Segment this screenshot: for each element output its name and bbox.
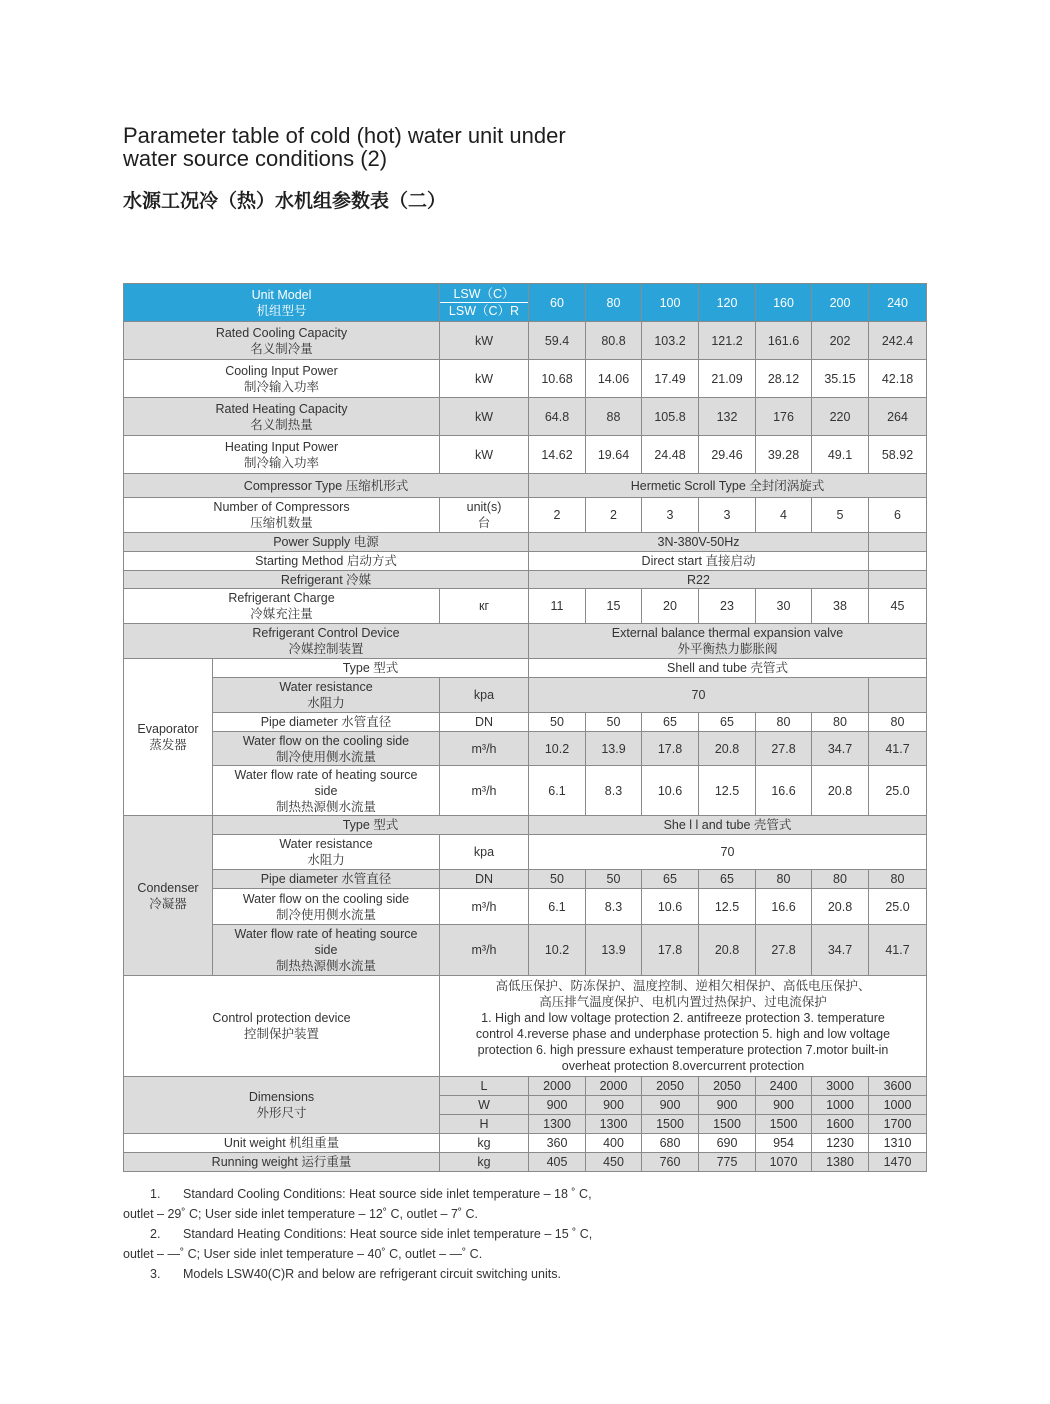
table-cell: 65 — [642, 713, 699, 732]
table-cell: 1500 — [642, 1115, 699, 1134]
title-line-1: Parameter table of cold (hot) water unit under — [123, 123, 566, 148]
table-cell: 10.68 — [529, 360, 586, 398]
model-header: 160 — [756, 284, 812, 322]
table-cell: 900 — [642, 1096, 699, 1115]
table-cell: 17.8 — [642, 732, 699, 766]
row-label: Control protection device 控制保护装置 — [124, 976, 440, 1077]
condenser-heating-flow-row — [124, 925, 927, 976]
table-cell: 16.6 — [756, 766, 812, 816]
row-label: Water flow rate of heating source side 制热热源侧水流量 — [213, 766, 440, 816]
row-label: Type 型式 — [213, 659, 529, 678]
table-cell: 70 — [529, 678, 869, 713]
table-cell: 1230 — [812, 1134, 869, 1153]
table-cell: 105.8 — [642, 398, 699, 436]
row-refrigerant-control — [124, 624, 927, 659]
table-cell: 80 — [869, 870, 927, 889]
evaporator-cooling-flow-row — [124, 732, 927, 766]
table-cell: 1500 — [756, 1115, 812, 1134]
table-cell: 39.28 — [756, 436, 812, 474]
row-compressor-type — [124, 474, 927, 498]
table-cell: 103.2 — [642, 322, 699, 360]
table-cell: 41.7 — [869, 925, 927, 976]
table-cell: 176 — [756, 398, 812, 436]
table-cell: 3N-380V-50Hz — [529, 533, 869, 552]
table-cell: 58.92 — [869, 436, 927, 474]
row-label: Number of Compressors 压缩机数量 — [124, 498, 440, 533]
table-cell: 16.6 — [756, 889, 812, 925]
table-cell: 24.48 — [642, 436, 699, 474]
table-cell: 775 — [699, 1153, 756, 1172]
table-cell: She l l and tube 壳管式 — [529, 816, 927, 835]
model-header: 200 — [812, 284, 869, 322]
table-cell: 1500 — [699, 1115, 756, 1134]
model-header: 100 — [642, 284, 699, 322]
row-label: Rated Cooling Capacity 名义制冷量 — [124, 322, 440, 360]
table-cell: Shell and tube 壳管式 — [529, 659, 927, 678]
table-cell: 900 — [756, 1096, 812, 1115]
row-unit: kpa — [440, 835, 529, 870]
table-cell: 17.49 — [642, 360, 699, 398]
table-cell — [869, 552, 927, 571]
table-cell: 20.8 — [812, 766, 869, 816]
row-label: Power Supply 电源 — [124, 533, 529, 552]
table-cell: 80 — [812, 870, 869, 889]
table-cell: 80 — [812, 713, 869, 732]
row-label: Heating Input Power 制冷输入功率 — [124, 436, 440, 474]
table-cell: R22 — [529, 571, 869, 589]
table-cell: 1070 — [756, 1153, 812, 1172]
table-cell: 64.8 — [529, 398, 586, 436]
table-cell: 5 — [812, 498, 869, 533]
row-label: Pipe diameter 水管直径 — [213, 713, 440, 732]
table-cell: 2 — [586, 498, 642, 533]
table-cell: 690 — [699, 1134, 756, 1153]
row-label: Refrigerant 冷媒 — [124, 571, 529, 589]
table-cell — [869, 678, 927, 713]
table-cell: 80 — [756, 713, 812, 732]
condenser-label: Condenser 冷凝器 — [124, 816, 213, 976]
table-cell: 1600 — [812, 1115, 869, 1134]
table-cell: 1700 — [869, 1115, 927, 1134]
table-cell: 14.62 — [529, 436, 586, 474]
model-header: 80 — [586, 284, 642, 322]
table-cell: 27.8 — [756, 732, 812, 766]
table-cell: 10.2 — [529, 732, 586, 766]
footnotes — [123, 1184, 683, 1284]
row-unit: kpa — [440, 678, 529, 713]
evaporator-type-row — [124, 659, 927, 678]
dimensions-label: Dimensions 外形尺寸 — [124, 1077, 440, 1134]
running-weight-row — [124, 1153, 927, 1172]
row-unit: unit(s) 台 — [440, 498, 529, 533]
row-label: Water flow rate of heating source side 制热热源侧水流量 — [213, 925, 440, 976]
table-cell: 1000 — [812, 1096, 869, 1115]
table-cell: External balance thermal expansion valve 外平衡热力膨胀阀 — [529, 624, 927, 659]
title-line-2: water source conditions (2) — [123, 146, 388, 171]
row-num-compressors — [124, 498, 927, 533]
row-unit: DN — [440, 870, 529, 889]
model-header: 240 — [869, 284, 927, 322]
table-cell: 1300 — [529, 1115, 586, 1134]
table-cell: 1000 — [869, 1096, 927, 1115]
row-unit: W — [440, 1096, 529, 1115]
condenser-cooling-flow-row — [124, 889, 927, 925]
table-cell: 50 — [529, 713, 586, 732]
table-cell: 900 — [529, 1096, 586, 1115]
table-cell: 20 — [642, 589, 699, 624]
table-cell — [869, 571, 927, 589]
row-rated-heating — [124, 398, 927, 436]
row-unit: m³/h — [440, 925, 529, 976]
row-starting-method — [124, 552, 927, 571]
table-cell: 50 — [586, 870, 642, 889]
row-label: Water resistance 水阻力 — [213, 678, 440, 713]
row-label: Rated Heating Capacity 名义制热量 — [124, 398, 440, 436]
row-power-supply — [124, 533, 927, 552]
table-cell: 27.8 — [756, 925, 812, 976]
table-cell: Hermetic Scroll Type 全封闭涡旋式 — [529, 474, 927, 498]
table-cell: 3600 — [869, 1077, 927, 1096]
table-cell: 14.06 — [586, 360, 642, 398]
table-cell: 2050 — [642, 1077, 699, 1096]
table-cell: 45 — [869, 589, 927, 624]
table-cell: 17.8 — [642, 925, 699, 976]
evaporator-heating-flow-row — [124, 766, 927, 816]
table-cell: 34.7 — [812, 732, 869, 766]
series-header: LSW（C） LSW（C）R — [440, 284, 529, 322]
table-cell: 50 — [529, 870, 586, 889]
table-cell: 450 — [586, 1153, 642, 1172]
table-cell: 405 — [529, 1153, 586, 1172]
table-cell: 3 — [642, 498, 699, 533]
table-cell: 80 — [869, 713, 927, 732]
footnote-1: 1. Standard Cooling Conditions: Heat source side inlet temperature – 18 ˚ C, — [150, 1187, 592, 1201]
row-unit: кг — [440, 589, 529, 624]
table-cell: 680 — [642, 1134, 699, 1153]
table-cell: 6.1 — [529, 766, 586, 816]
footnote-1-cont: outlet – 29˚ C; User side inlet temperature – 12˚ C, outlet – 7˚ C. — [123, 1207, 479, 1221]
row-label: Refrigerant Charge 冷媒充注量 — [124, 589, 440, 624]
row-label: Cooling Input Power 制冷输入功率 — [124, 360, 440, 398]
row-label: Running weight 运行重量 — [124, 1153, 440, 1172]
condenser-type-row — [124, 816, 927, 835]
unit-weight-row — [124, 1134, 927, 1153]
table-cell: 1310 — [869, 1134, 927, 1153]
row-label: Water flow on the cooling side 制冷使用侧水流量 — [213, 889, 440, 925]
row-unit: m³/h — [440, 732, 529, 766]
table-cell: 34.7 — [812, 925, 869, 976]
table-cell: 10.6 — [642, 889, 699, 925]
table-cell: 35.15 — [812, 360, 869, 398]
table-cell: 2050 — [699, 1077, 756, 1096]
table-cell: 220 — [812, 398, 869, 436]
unit-model-header: Unit Model 机组型号 — [124, 284, 440, 322]
table-cell: 20.8 — [699, 732, 756, 766]
row-unit: kW — [440, 436, 529, 474]
row-label: Refrigerant Control Device 冷媒控制装置 — [124, 624, 529, 659]
table-cell: 3000 — [812, 1077, 869, 1096]
parameter-table — [123, 283, 927, 1172]
table-cell: 4 — [756, 498, 812, 533]
table-cell: 50 — [586, 713, 642, 732]
row-rated-cooling — [124, 322, 927, 360]
table-cell: 41.7 — [869, 732, 927, 766]
row-label: Type 型式 — [213, 816, 529, 835]
row-label: Water flow on the cooling side 制冷使用侧水流量 — [213, 732, 440, 766]
footnote-2-cont: outlet – —˚ C; User side inlet temperature – 40˚ C, outlet – —˚ C. — [123, 1247, 483, 1261]
footnote-2: 2. Standard Heating Conditions: Heat source side inlet temperature – 15 ˚ C, — [150, 1227, 593, 1241]
table-cell: 2000 — [586, 1077, 642, 1096]
row-label: Starting Method 启动方式 — [124, 552, 529, 571]
table-cell: 6 — [869, 498, 927, 533]
page-title-chinese: 水源工况冷（热）水机组参数表（二） — [123, 190, 447, 212]
table-cell: 161.6 — [756, 322, 812, 360]
row-unit: kW — [440, 360, 529, 398]
table-cell: 25.0 — [869, 889, 927, 925]
table-cell: 19.64 — [586, 436, 642, 474]
table-cell: 80.8 — [586, 322, 642, 360]
header-row — [124, 284, 927, 322]
table-cell — [869, 533, 927, 552]
row-unit: kW — [440, 398, 529, 436]
table-cell: 13.9 — [586, 925, 642, 976]
table-cell: 264 — [869, 398, 927, 436]
evaporator-pipe-row — [124, 713, 927, 732]
row-label: Compressor Type 压缩机形式 — [124, 474, 529, 498]
table-cell: 8.3 — [586, 889, 642, 925]
footnote-3: 3. Models LSW40(C)R and below are refrigerant circuit switching units. — [150, 1267, 561, 1281]
table-cell: 900 — [699, 1096, 756, 1115]
table-cell: 242.4 — [869, 322, 927, 360]
table-cell: 29.46 — [699, 436, 756, 474]
row-unit: L — [440, 1077, 529, 1096]
table-cell: 49.1 — [812, 436, 869, 474]
table-cell: 900 — [586, 1096, 642, 1115]
table-cell: 3 — [699, 498, 756, 533]
evaporator-water-resistance-row — [124, 678, 927, 713]
table-cell: 202 — [812, 322, 869, 360]
table-cell: 12.5 — [699, 889, 756, 925]
table-cell: 65 — [699, 713, 756, 732]
table-cell: 38 — [812, 589, 869, 624]
control-protection-row — [124, 976, 927, 1077]
row-heating-input — [124, 436, 927, 474]
table-cell: 59.4 — [529, 322, 586, 360]
table-cell: 15 — [586, 589, 642, 624]
table-cell: 20.8 — [699, 925, 756, 976]
dimension-l-row — [124, 1077, 927, 1096]
table-cell: 80 — [756, 870, 812, 889]
evaporator-label: Evaporator 蒸发器 — [124, 659, 213, 816]
row-refrigerant — [124, 571, 927, 589]
row-unit: m³/h — [440, 766, 529, 816]
row-cooling-input — [124, 360, 927, 398]
table-cell: 6.1 — [529, 889, 586, 925]
table-cell: 65 — [699, 870, 756, 889]
table-cell: 88 — [586, 398, 642, 436]
table-cell: 30 — [756, 589, 812, 624]
page-title — [123, 124, 566, 170]
table-cell: 20.8 — [812, 889, 869, 925]
table-cell: 25.0 — [869, 766, 927, 816]
table-cell: 360 — [529, 1134, 586, 1153]
table-cell: 10.6 — [642, 766, 699, 816]
condenser-water-resistance-row — [124, 835, 927, 870]
model-header: 120 — [699, 284, 756, 322]
table-cell: 70 — [529, 835, 927, 870]
table-cell: Direct start 直接启动 — [529, 552, 869, 571]
row-unit: m³/h — [440, 889, 529, 925]
row-unit: kW — [440, 322, 529, 360]
control-protection-text: 高低压保护、防冻保护、温度控制、逆相欠相保护、高低电压保护、 高压排气温度保护、电机内置过热保护、过电流保护 1. High and low voltage protection 2. antifreeze protection 3. temperature control 4.reverse phase and underphase protection 5. high and low voltage protection 6. high pressure exhaust temperature protection 7.motor built-in overheat protection 8.overcurrent protection — [440, 976, 927, 1077]
table-cell: 42.18 — [869, 360, 927, 398]
table-cell: 28.12 — [756, 360, 812, 398]
table-cell: 2000 — [529, 1077, 586, 1096]
row-unit: DN — [440, 713, 529, 732]
table-cell: 400 — [586, 1134, 642, 1153]
table-cell: 954 — [756, 1134, 812, 1153]
table-cell: 1380 — [812, 1153, 869, 1172]
table-cell: 23 — [699, 589, 756, 624]
table-cell: 121.2 — [699, 322, 756, 360]
table-cell: 2400 — [756, 1077, 812, 1096]
condenser-pipe-row — [124, 870, 927, 889]
row-label: Unit weight 机组重量 — [124, 1134, 440, 1153]
row-unit: kg — [440, 1153, 529, 1172]
row-unit: kg — [440, 1134, 529, 1153]
table-cell: 13.9 — [586, 732, 642, 766]
table-cell: 10.2 — [529, 925, 586, 976]
row-label: Water resistance 水阻力 — [213, 835, 440, 870]
table-cell: 132 — [699, 398, 756, 436]
table-cell: 12.5 — [699, 766, 756, 816]
table-cell: 8.3 — [586, 766, 642, 816]
row-refrigerant-charge — [124, 589, 927, 624]
table-cell: 1470 — [869, 1153, 927, 1172]
table-cell: 21.09 — [699, 360, 756, 398]
table-cell: 11 — [529, 589, 586, 624]
table-cell: 2 — [529, 498, 586, 533]
table-cell: 65 — [642, 870, 699, 889]
model-header: 60 — [529, 284, 586, 322]
row-unit: H — [440, 1115, 529, 1134]
table-cell: 1300 — [586, 1115, 642, 1134]
row-label: Pipe diameter 水管直径 — [213, 870, 440, 889]
table-cell: 760 — [642, 1153, 699, 1172]
